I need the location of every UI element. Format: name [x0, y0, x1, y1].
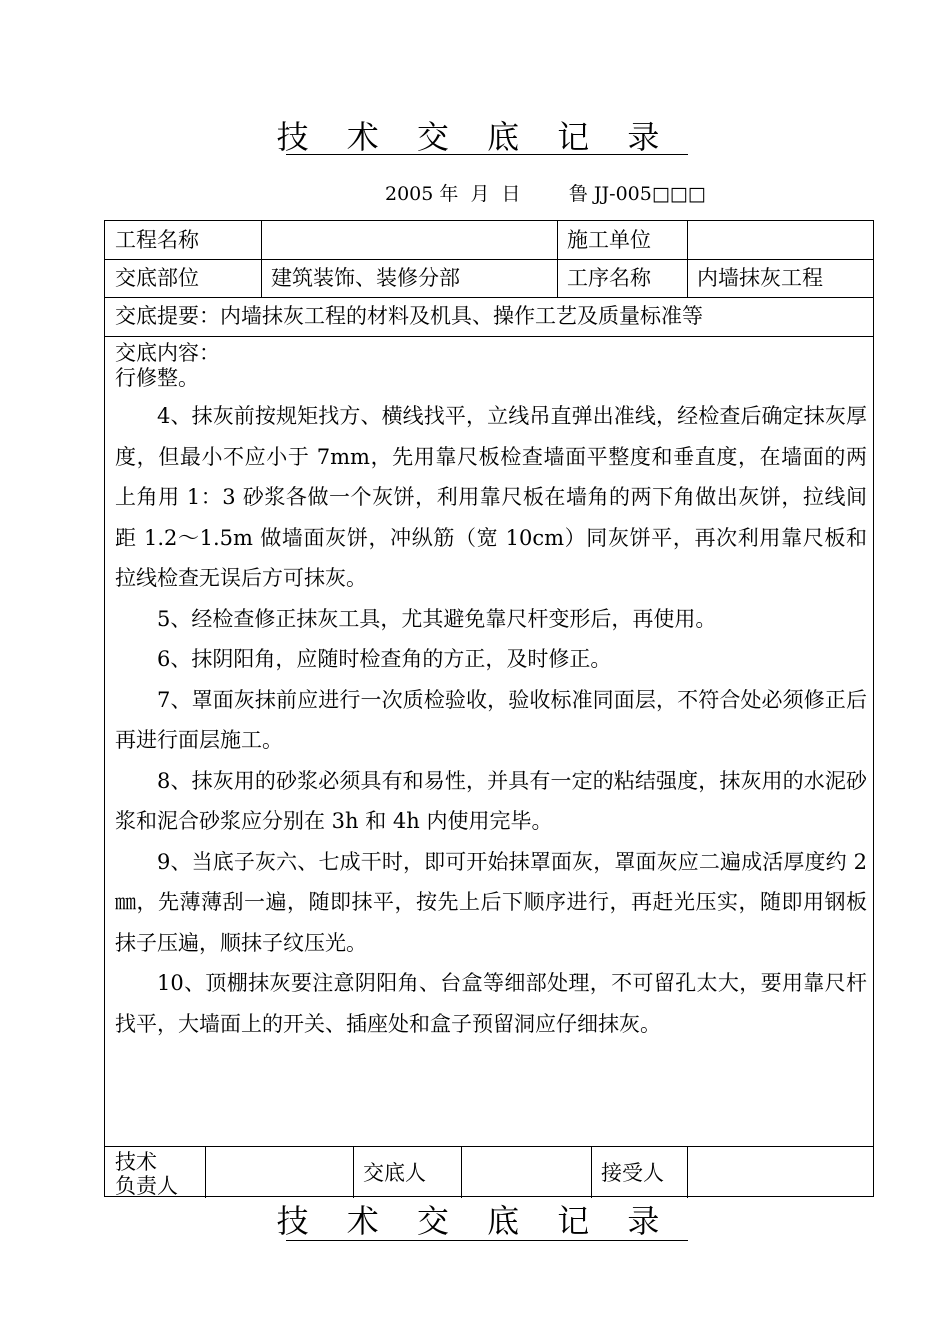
content-item-4: 4、抹灰前按规矩找方、横线找平，立线吊直弹出准线，经检查后确定抹灰厚度，但最小不应小于 7mm，先用靠尺板检查墙面平整度和垂直度，在墙面的两上角用 1：3 砂浆各做一个灰饼，利用靠尺板在墙角的两下角做出灰饼，拉线间距 1.2～1.5m 做墙面灰饼，冲纵筋（宽 10cm）同灰饼平，再次利用靠尺板和拉线检查无误后方可抹灰。 — [115, 404, 867, 590]
process-value: 内墙抹灰工程 — [697, 266, 823, 290]
tech-lead-value[interactable] — [211, 1151, 347, 1193]
form-code: 鲁 JJ-005□□□ — [568, 183, 706, 205]
content-item-5: 5、经检查修正抹灰工具，尤其避免靠尺杆变形后，再使用。 — [157, 606, 717, 631]
col-divider — [591, 1146, 592, 1198]
content-body — [115, 341, 867, 1044]
col-divider — [205, 1146, 206, 1198]
content-item-9: 9、当底子灰六、七成干时，即可开始抹罩面灰，罩面灰应二遍成活厚度约 2㎜，先薄薄刮一遍，随即抹平，按先上后下顺序进行，再赶光压实，随即用钢板抹子压遍，顺抹子纹压光。 — [115, 849, 867, 955]
row-divider — [105, 1146, 873, 1147]
summary-text: 交底提要：内墙抹灰工程的材料及机具、操作工艺及质量标准等 — [115, 304, 703, 328]
contractor-value[interactable] — [697, 222, 867, 258]
col-divider — [261, 221, 262, 297]
process-label: 工序名称 — [567, 266, 651, 290]
tech-lead-label — [115, 1150, 178, 1198]
project-name-label: 工程名称 — [115, 228, 199, 252]
receiver-value[interactable] — [695, 1151, 867, 1193]
title-underline — [286, 154, 688, 155]
col-divider — [557, 221, 558, 297]
content-label: 交底内容： — [115, 341, 220, 365]
col-divider — [461, 1146, 462, 1198]
content-continuation: 行修整。 — [115, 366, 199, 390]
document-title: 技 术 交 底 记 录 — [276, 118, 674, 156]
tech-lead-label-line2: 负责人 — [115, 1174, 178, 1198]
content-item-10: 10、顶棚抹灰要注意阴阳角、台盒等细部处理，不可留孔太大，要用靠尺杆找平，大墙面上的开关、插座处和盒子预留洞应仔细抹灰。 — [115, 971, 867, 1036]
part-value: 建筑装饰、装修分部 — [271, 266, 460, 290]
receiver-label: 接受人 — [601, 1161, 664, 1185]
content-item-6: 6、抹阴阳角，应随时检查角的方正，及时修正。 — [157, 647, 612, 671]
col-divider — [687, 1146, 688, 1198]
presenter-label: 交底人 — [363, 1161, 426, 1185]
col-divider — [687, 221, 688, 297]
footer-title-underline — [286, 1240, 688, 1241]
tech-lead-label-line1: 技术 — [115, 1150, 157, 1174]
part-label: 交底部位 — [115, 266, 199, 290]
document-meta — [385, 180, 706, 208]
col-divider — [353, 1146, 354, 1198]
content-item-8: 8、抹灰用的砂浆必须具有和易性，并具有一定的粘结强度，抹灰用的水泥砂浆和泥合砂浆应分别在 3h 和 4h 内使用完毕。 — [115, 768, 867, 833]
project-name-value[interactable] — [271, 222, 551, 258]
record-table — [104, 220, 874, 1197]
row-divider — [105, 336, 873, 337]
presenter-value[interactable] — [467, 1151, 585, 1193]
date-field: 2005 年 月 日 — [385, 183, 521, 205]
footer-title: 技 术 交 底 记 录 — [276, 1202, 674, 1240]
content-item-7: 7、罩面灰抹前应进行一次质检验收，验收标准同面层，不符合处必须修正后再进行面层施工。 — [115, 687, 867, 752]
contractor-label: 施工单位 — [567, 228, 651, 252]
